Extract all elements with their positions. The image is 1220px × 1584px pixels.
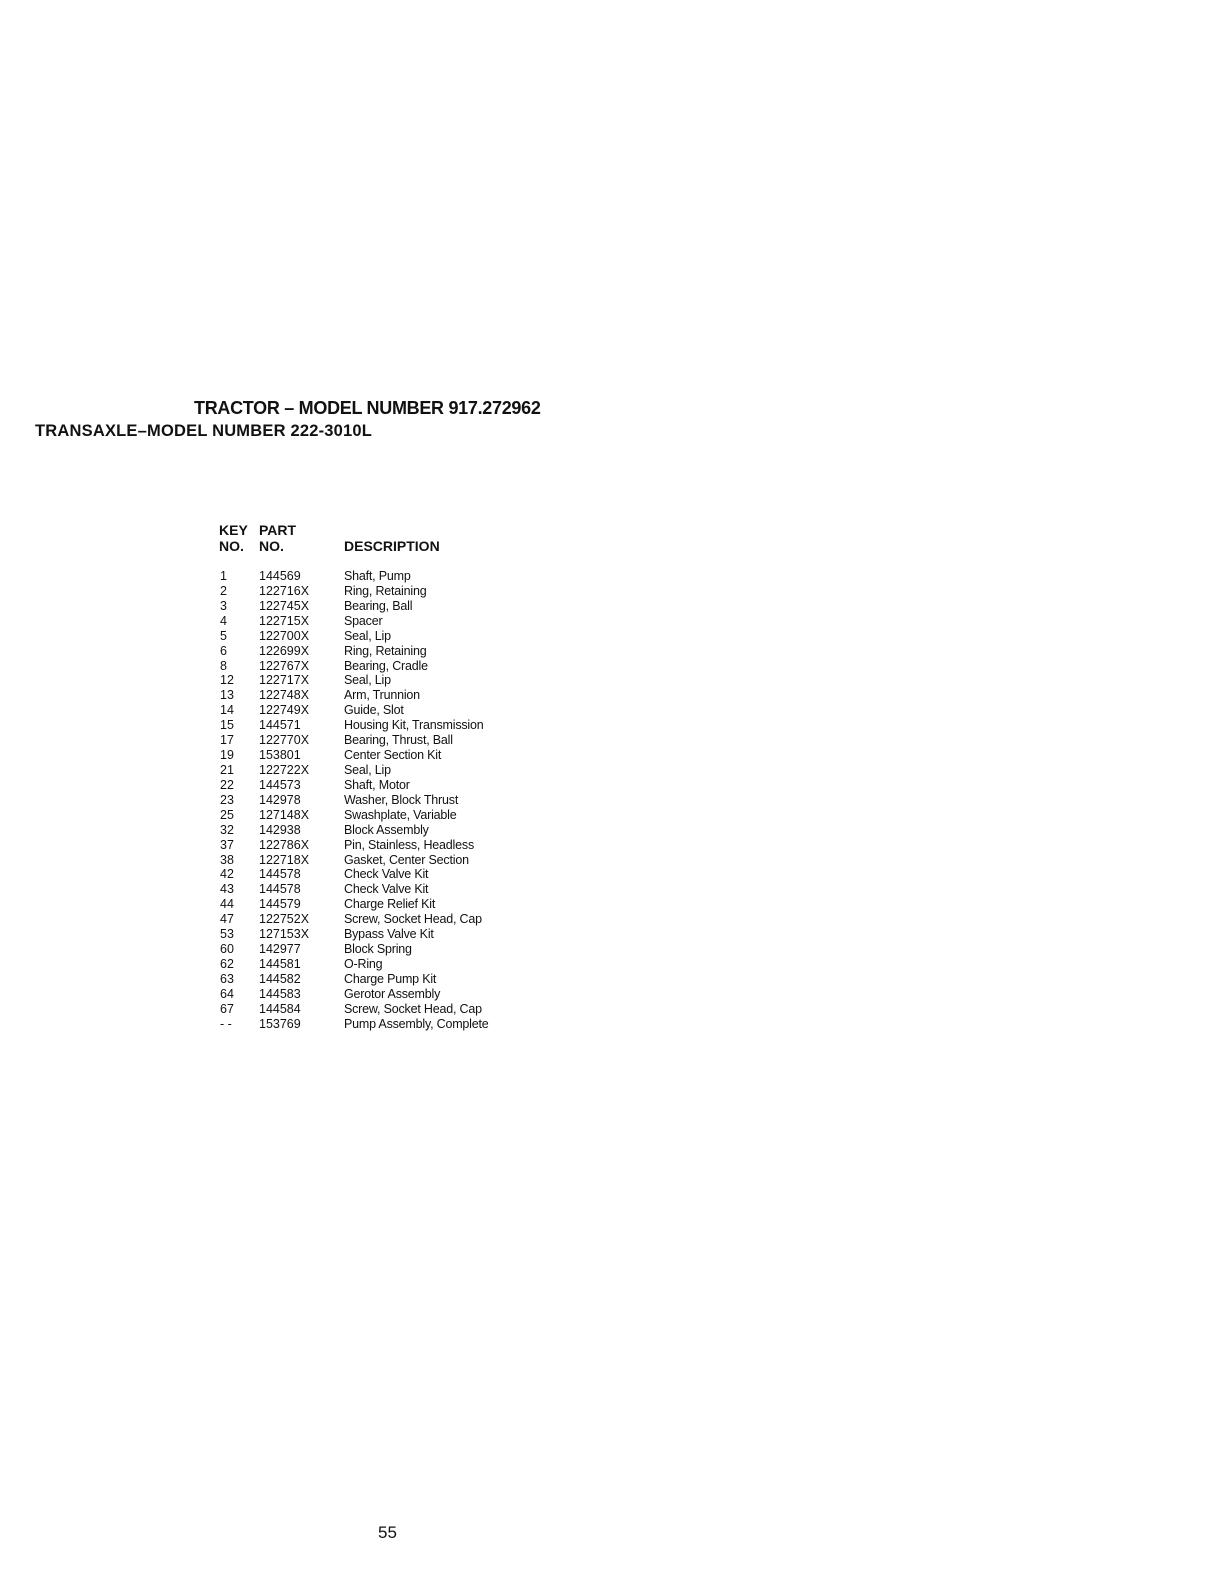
description-cell: Seal, Lip [344, 673, 391, 688]
description-cell: Seal, Lip [344, 762, 391, 777]
description-cell: Bearing, Cradle [344, 658, 428, 673]
key-no-cell: 19 [220, 748, 234, 763]
key-no-cell: 1 [220, 569, 227, 583]
table-row [218, 584, 528, 599]
document-title: TRACTOR – MODEL NUMBER 917.272962 [194, 398, 541, 418]
table-row [218, 987, 528, 1002]
table-row [218, 703, 528, 718]
key-no-cell: 67 [220, 1001, 234, 1016]
description-cell: Block Assembly [344, 822, 429, 837]
description-cell: Swashplate, Variable [344, 807, 457, 822]
table-row [218, 793, 528, 808]
table-row [218, 1002, 528, 1017]
column-header-part-no: PART NO. [259, 522, 297, 554]
part-no-cell: 122748X [259, 688, 310, 703]
description-cell: Screw, Socket Head, Cap [344, 912, 482, 927]
part-no-cell: 153801 [259, 748, 301, 763]
key-no-cell: 21 [220, 762, 234, 777]
table-row [218, 942, 528, 957]
part-no-cell: 127153X [259, 927, 310, 942]
part-no-cell: 144579 [259, 897, 301, 912]
part-no-cell: 144582 [259, 971, 301, 986]
table-row [218, 569, 528, 584]
key-no-cell: 12 [220, 673, 234, 688]
description-cell: Gerotor Assembly [344, 986, 441, 1001]
table-row [218, 912, 528, 927]
table-row [218, 838, 528, 853]
description-cell: Bearing, Ball [344, 598, 413, 613]
table-row [218, 867, 528, 882]
description-cell: Check Valve Kit [344, 867, 429, 882]
part-no-cell: 122722X [259, 762, 310, 777]
part-no-cell: 144573 [259, 777, 301, 792]
description-cell: Housing Kit, Transmission [344, 718, 484, 733]
part-no-cell: 142978 [259, 792, 301, 807]
table-row [218, 957, 528, 972]
key-no-cell: 14 [220, 703, 234, 718]
table-row [218, 763, 528, 778]
description-cell: Pump Assembly, Complete [344, 1016, 489, 1031]
key-no-cell: - - [220, 1016, 232, 1031]
key-no-cell: 60 [220, 942, 234, 957]
part-no-cell: 144569 [259, 569, 301, 583]
description-cell: Ring, Retaining [344, 643, 427, 658]
column-header-key-no: KEY NO. [219, 522, 248, 554]
part-no-cell: 142938 [259, 822, 301, 837]
key-no-cell: 8 [220, 658, 227, 673]
description-cell: Shaft, Pump [344, 569, 411, 583]
table-row [218, 599, 528, 614]
key-no-cell: 38 [220, 852, 234, 867]
table-row [218, 1017, 528, 1032]
description-cell: Guide, Slot [344, 703, 404, 718]
table-row [218, 629, 528, 644]
table-row [218, 733, 528, 748]
part-no-cell: 144583 [259, 986, 301, 1001]
key-no-cell: 47 [220, 912, 234, 927]
key-no-cell: 32 [220, 822, 234, 837]
key-no-cell: 64 [220, 986, 234, 1001]
key-no-cell: 3 [220, 598, 227, 613]
page-number: 55 [378, 1523, 397, 1542]
key-no-cell: 43 [220, 882, 234, 897]
document-subtitle: TRANSAXLE–MODEL NUMBER 222-3010L [35, 422, 373, 440]
description-cell: Check Valve Kit [344, 882, 429, 897]
key-no-cell: 62 [220, 956, 234, 971]
key-no-cell: 44 [220, 897, 234, 912]
column-header-description: DESCRIPTION [344, 538, 440, 554]
table-row [218, 882, 528, 897]
part-no-cell: 153769 [259, 1016, 301, 1031]
key-no-cell: 23 [220, 792, 234, 807]
key-no-cell: 25 [220, 807, 234, 822]
part-no-cell: 144578 [259, 867, 301, 882]
table-row [218, 644, 528, 659]
description-cell: Charge Pump Kit [344, 971, 437, 986]
part-no-cell: 144581 [259, 956, 301, 971]
part-no-cell: 122752X [259, 912, 310, 927]
description-cell: Shaft, Motor [344, 777, 410, 792]
table-row [218, 688, 528, 703]
table-row [218, 808, 528, 823]
table-row [218, 778, 528, 793]
description-cell: Center Section Kit [344, 748, 442, 763]
description-cell: Screw, Socket Head, Cap [344, 1001, 482, 1016]
part-no-cell: 122699X [259, 643, 310, 658]
description-cell: Ring, Retaining [344, 583, 427, 598]
key-no-cell: 4 [220, 613, 227, 628]
table-row [218, 673, 528, 688]
description-cell: Bearing, Thrust, Ball [344, 733, 453, 748]
table-row [218, 853, 528, 868]
part-no-cell: 144571 [259, 718, 301, 733]
description-cell: Bypass Valve Kit [344, 927, 434, 942]
key-no-cell: 5 [220, 628, 227, 643]
table-row [218, 927, 528, 942]
table-row [218, 718, 528, 733]
description-cell: Pin, Stainless, Headless [344, 837, 474, 852]
part-no-cell: 142977 [259, 942, 301, 957]
table-row [218, 614, 528, 629]
key-no-cell: 17 [220, 733, 234, 748]
table-row [218, 823, 528, 838]
part-no-cell: 144584 [259, 1001, 301, 1016]
key-no-cell: 63 [220, 971, 234, 986]
part-no-cell: 122770X [259, 733, 310, 748]
part-no-cell: 122718X [259, 852, 310, 867]
part-no-cell: 122700X [259, 628, 310, 643]
description-cell: Block Spring [344, 942, 412, 957]
description-cell: Gasket, Center Section [344, 852, 469, 867]
table-row [218, 897, 528, 912]
table-row [218, 972, 528, 987]
part-no-cell: 122767X [259, 658, 310, 673]
key-no-cell: 15 [220, 718, 234, 733]
key-no-cell: 2 [220, 583, 227, 598]
description-cell: Seal, Lip [344, 628, 391, 643]
key-no-cell: 37 [220, 837, 234, 852]
part-no-cell: 122745X [259, 598, 310, 613]
part-no-cell: 122786X [259, 837, 310, 852]
description-cell: Arm, Trunnion [344, 688, 420, 703]
key-no-cell: 42 [220, 867, 234, 882]
key-no-cell: 13 [220, 688, 234, 703]
key-no-cell: 53 [220, 927, 234, 942]
parts-list [218, 569, 528, 1032]
description-cell: Charge Relief Kit [344, 897, 436, 912]
key-no-cell: 6 [220, 643, 227, 658]
description-cell: Washer, Block Thrust [344, 792, 459, 807]
part-no-cell: 127148X [259, 807, 310, 822]
part-no-cell: 122715X [259, 613, 310, 628]
table-row [218, 659, 528, 674]
description-cell: Spacer [344, 613, 383, 628]
part-no-cell: 144578 [259, 882, 301, 897]
key-no-cell: 22 [220, 777, 234, 792]
part-no-cell: 122717X [259, 673, 310, 688]
table-row [218, 748, 528, 763]
description-cell: O-Ring [344, 956, 383, 971]
part-no-cell: 122749X [259, 703, 310, 718]
part-no-cell: 122716X [259, 583, 310, 598]
